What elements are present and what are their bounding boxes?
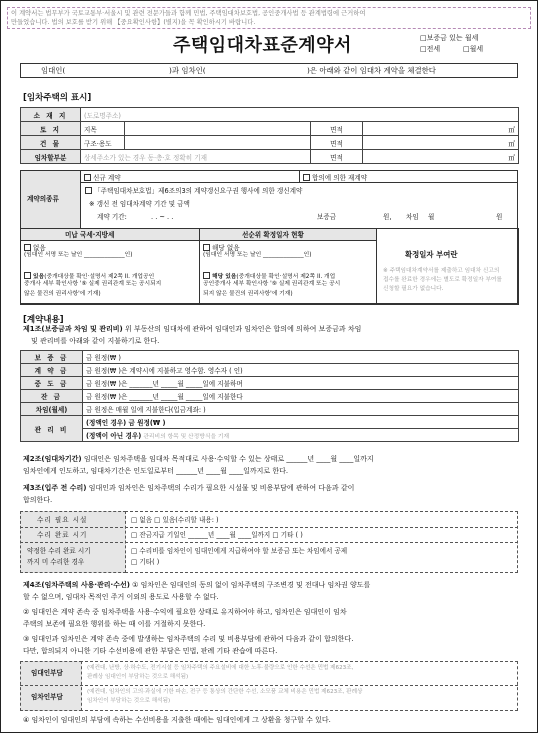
article1-text: 위 부동산의 임대차에 관하여 임대인과 임차인은 합의에 의하여 보증금과 차임	[122, 325, 362, 333]
building-label: 건 물	[21, 136, 81, 150]
repair-unpaid-label-2: 까지 미 수리한 경우	[27, 558, 85, 566]
priority-exists-label: 해당 있음	[212, 274, 237, 280]
priority-note-2: 공인중개사 세부 확인사항 '⑨ 실제 권리관계 또는 공시	[203, 281, 341, 287]
article4-p3-line-2: 다만, 합의되지 아니한 기타 수선비용에 관한 부담은 민법, 판례 기타 관습에 따른다.	[23, 647, 278, 655]
repair-unpaid-field-2[interactable]: □ 기타( )	[131, 558, 160, 566]
repair-box	[20, 511, 518, 573]
down-payment-row-label: 계 약 금	[21, 364, 83, 377]
management-fee-variable-hint: 관리비의 항목 및 산정방식을 기재	[143, 434, 230, 440]
article3-title: 제3조(입주 전 수리)	[23, 484, 87, 492]
contract-type-label-cell	[20, 170, 81, 229]
management-fee-fixed[interactable]: (정액인 경우) 금 원정(₩ )	[83, 416, 519, 429]
previous-deposit-unit: 원,	[383, 213, 392, 221]
burden-divider	[20, 685, 518, 686]
tax-exists-label: 있음	[33, 274, 45, 280]
agreed-renewal-label: 합의에 의한 재계약	[312, 174, 368, 182]
property-table	[20, 107, 519, 164]
building-area-label: 면적	[311, 136, 363, 150]
tax-none-checkbox[interactable]	[24, 244, 46, 252]
contract-type-block	[20, 170, 518, 229]
article4-text: ① 임차인은 임대인의 동의 없이 임차주택의 구조변경 및 전대나 임차권 양도를	[129, 581, 371, 589]
section-house-heading: [임차주택의 표시]	[23, 93, 92, 103]
tax-exists-checkbox[interactable]	[24, 272, 154, 281]
priority-none-checkbox[interactable]	[203, 244, 240, 252]
tenant-burden-label: 임차인부담	[31, 693, 63, 701]
priority-cell	[199, 240, 377, 305]
landlord-burden-label: 임대인부담	[31, 669, 63, 677]
tax-exists-note-3: 않은 물건의 권리사항'에 기재)	[24, 291, 101, 297]
fixed-date-note-2: 접수를 완료한 경우에는 별도로 확정일자 부여를	[383, 277, 502, 283]
repair-unpaid-label-1: 약정한 수리 완료 시기	[27, 547, 91, 555]
balance-row-field[interactable]: 금 원정(₩ )은 _______년 _____월 _____일에 지불한다	[83, 390, 519, 403]
tax-none-label: 없음	[33, 244, 46, 252]
repair-unpaid-field-1[interactable]: □ 수리비를 임차인이 임대인에게 지급하여야 할 보증금 또는 차임에서 공제	[131, 547, 348, 555]
article4-p2-line-2: 주택의 보존에 필요한 행위를 하는 때 이를 거절하지 못한다.	[23, 620, 206, 628]
priority-title: 선순위 확정일자 현황	[242, 231, 304, 239]
agreed-renewal-checkbox[interactable]	[303, 174, 367, 182]
parties-box	[20, 63, 518, 78]
article4-title: 제4조(임차주택의 사용·관리·수선)	[23, 581, 130, 589]
repair-done-field[interactable]: □ 잔금지급 기일인 ______년 ____월 ____일까지 □ 기타 ( )	[131, 531, 303, 539]
fixed-date-note-1: ※ 주택임대차계약서를 제출하고 임대차 신고의	[383, 268, 500, 274]
priority-none-label: 해당 없음	[212, 244, 240, 252]
section-contract-heading: [계약내용]	[23, 315, 64, 325]
deposit-row-label: 보 증 금	[21, 351, 83, 364]
building-structure-field[interactable]	[125, 136, 311, 150]
monthly-rent-row-field[interactable]: 금 원정은 매월 일에 지불한다(입금계좌: )	[83, 403, 519, 416]
tax-priority-block	[20, 228, 518, 304]
new-contract-cell	[80, 170, 300, 183]
article1-title: 제1조(보증금과 차임 및 관리비)	[23, 325, 123, 333]
land-area-field[interactable]: ㎡	[363, 122, 519, 136]
parties-landlord: 임대인(	[41, 66, 66, 75]
repair-done-label: 수리 완료 시기	[37, 531, 88, 539]
repair-need-field[interactable]: □ 없음 □ 있음(수리할 내용: )	[131, 516, 219, 524]
land-label: 토 지	[21, 122, 81, 136]
rental-part-label: 임차할부분	[21, 150, 81, 164]
payment-table	[20, 350, 519, 442]
previous-rent-label: 차임	[406, 213, 419, 221]
balance-row-label: 잔 금	[21, 390, 83, 403]
rental-area-field[interactable]: ㎡	[363, 150, 519, 164]
location-label: 소 재 지	[21, 108, 81, 122]
landlord-burden-hint-2: 판례상 임대인이 부담하는 것으로 해석됨)	[87, 674, 189, 680]
fixed-date-note-3: 신청할 필요가 없습니다.	[383, 286, 444, 292]
option-jeonse[interactable]: □전세	[420, 45, 441, 53]
fixed-date-title: 확정일자 부여란	[405, 250, 458, 259]
unpaid-tax-cell	[20, 240, 200, 305]
article3-text: 임대인과 임차인은 임차주택의 수리가 필요한 시설물 및 비용부담에 관하여 다음과 같이	[86, 484, 355, 492]
repair-divider-1	[20, 527, 518, 528]
priority-note-1: (중개대상물 확인·설명서 제2쪽 II. 개업	[236, 274, 336, 280]
article4-p3-line-1: ③ 임대인과 임차인은 계약 존속 중에 발생하는 임차주택의 수리 및 비용부담에 관하여 다음과 같이 합의한다.	[23, 635, 354, 643]
previous-deposit-label: 보증금	[317, 213, 337, 221]
repair-divider-2	[20, 542, 518, 543]
location-field[interactable]: (도로명주소)	[81, 108, 519, 122]
priority-exists-checkbox[interactable]	[203, 272, 335, 281]
article3-paragraph	[23, 485, 354, 492]
unpaid-tax-title: 미납 국세·지방세	[65, 231, 115, 239]
agreed-renewal-cell	[299, 170, 518, 183]
interim-payment-row-label: 중 도 금	[21, 377, 83, 390]
previous-rent-monthly: 월	[428, 213, 435, 221]
monthly-rent-row-label: 차임(월세)	[21, 403, 83, 416]
notice-box	[7, 7, 531, 29]
fixed-date-cell	[376, 228, 519, 305]
contract-title: 주택임대차표준계약서	[173, 35, 352, 56]
renewal-right-label: 「주택임대차보호법」제6조의3의 계약갱신요구권 행사에 의한 갱신계약	[94, 187, 303, 195]
new-contract-checkbox[interactable]	[84, 174, 121, 182]
article4-p4: ④ 임차인이 임대인의 부담에 속하는 수선비용을 지출한 때에는 임대인에게 그 상환을 청구할 수 있다.	[23, 716, 331, 724]
previous-rent-unit: 원	[496, 213, 503, 221]
notice-line-2: 만들었습니다. 법의 보호를 받기 위해 【중요확인사항】(별지)을 꼭 확인하시기 바랍니다.	[11, 19, 256, 26]
landlord-burden-hint-1[interactable]: (예컨대, 난방, 상·하수도, 전기시설 등 임차주택의 주요설비에 대한 노후·불량으로 인한 수선은 민법 제623조,	[87, 665, 354, 671]
parties-tenant: )과 임차인(	[169, 66, 206, 75]
article4-paragraph	[23, 582, 370, 589]
management-fee-label: 관 리 비	[21, 416, 83, 442]
article1-text-2: 및 관리비를 아래와 같이 지불하기로 한다.	[31, 337, 160, 345]
new-contract-label: 신규 계약	[93, 174, 121, 182]
rental-area-label: 면적	[311, 150, 363, 164]
tax-exists-note-1: (중개대상물 확인·설명서 제2쪽 II. 개업공인	[44, 274, 155, 280]
article4-text-2: 할 수 없으며, 임대차 목적인 주거 이외의 용도로 사용할 수 없다.	[23, 593, 219, 601]
option-monthly[interactable]: □월세	[463, 45, 484, 53]
management-fee-variable: (정액이 아닌 경우)	[86, 432, 142, 440]
article3-text-2: 합의한다.	[23, 496, 53, 504]
tax-exists-note-2: 중개사 세부 확인사항 '⑨ 실제 권리관계 또는 공시되지	[24, 281, 162, 287]
previous-period-label: 계약 기간:	[97, 213, 127, 221]
contract-type-label: 계약의종류	[27, 195, 59, 203]
renewal-note: ※ 갱신 전 임대차계약 기간 및 금액	[89, 200, 190, 208]
tenant-burden-hint-1[interactable]: (예컨대, 임차인의 고의·과실에 기한 파손, 전구 등 통상의 간단한 수선, 소모품 교체 비용은 민법 제623조, 판례상	[87, 689, 363, 695]
rental-part-field[interactable]: 상세주소가 있는 경우 동·층·호 정확히 기재	[81, 150, 311, 164]
renewal-right-checkbox[interactable]	[85, 187, 302, 195]
article2-text: 임대인은 임차주택을 임대차 목적대로 사용·수익할 수 있는 상태로 ______년 ____월 ____일까지	[81, 455, 374, 463]
priority-sign-hint[interactable]: (임대인 서명 또는 날인 ______________인)	[203, 252, 312, 258]
land-category-field[interactable]	[125, 122, 311, 136]
tax-sign-hint[interactable]: (임대인 서명 또는 날인 ______________인)	[24, 252, 133, 258]
interim-payment-row-field[interactable]: 금 원정(₩ )은 _______년 _____월 _____일에 지불하며	[83, 377, 519, 390]
article1-paragraph	[23, 326, 361, 333]
land-area-label: 면적	[311, 122, 363, 136]
repair-burden-box	[20, 661, 518, 711]
building-area-field[interactable]: ㎡	[363, 136, 519, 150]
article2-paragraph	[23, 456, 374, 463]
priority-note-3: 되지 않은 물건의 권리사항'에 기재)	[203, 291, 293, 297]
down-payment-row-field[interactable]: 금 원정(₩ )은 계약시에 지불하고 영수함. 영수자 ( 인)	[83, 364, 519, 377]
notice-line-1: 이 계약서는 법무부가 국토교통부·서울시 및 관련 전문가들과 함께 민법, 주택임대차보호법, 공인중개사법 등 관계법령에 근거하여	[11, 10, 366, 17]
building-structure-label: 구조·용도	[81, 136, 125, 150]
parties-agreement: )은 아래와 같이 임대차 계약을 체결한다	[307, 66, 436, 75]
article2-text-2: 임차인에게 인도하고, 임대차기간은 인도일로부터 ______년 ____월 ____일까지로 한다.	[23, 467, 289, 475]
option-deposit-monthly[interactable]: □보증금 있는 월세	[420, 34, 479, 42]
article4-p2-line-1: ② 임대인은 계약 존속 중 임차주택을 사용·수익에 필요한 상태로 유지하여야 하고, 임차인은 임대인이 임차	[23, 608, 347, 616]
tenant-burden-hint-2: 임차인이 부담하는 것으로 해석됨)	[87, 698, 171, 704]
deposit-row-field[interactable]: 금 원정(₩ )	[83, 351, 519, 364]
land-category-label: 지목	[81, 122, 125, 136]
previous-period-field[interactable]: . . ~ . .	[151, 213, 174, 221]
management-fee-variable-row[interactable]	[83, 429, 519, 442]
article2-title: 제2조(임대차기간)	[23, 455, 82, 463]
repair-need-label: 수리 필요 시설	[37, 516, 88, 524]
